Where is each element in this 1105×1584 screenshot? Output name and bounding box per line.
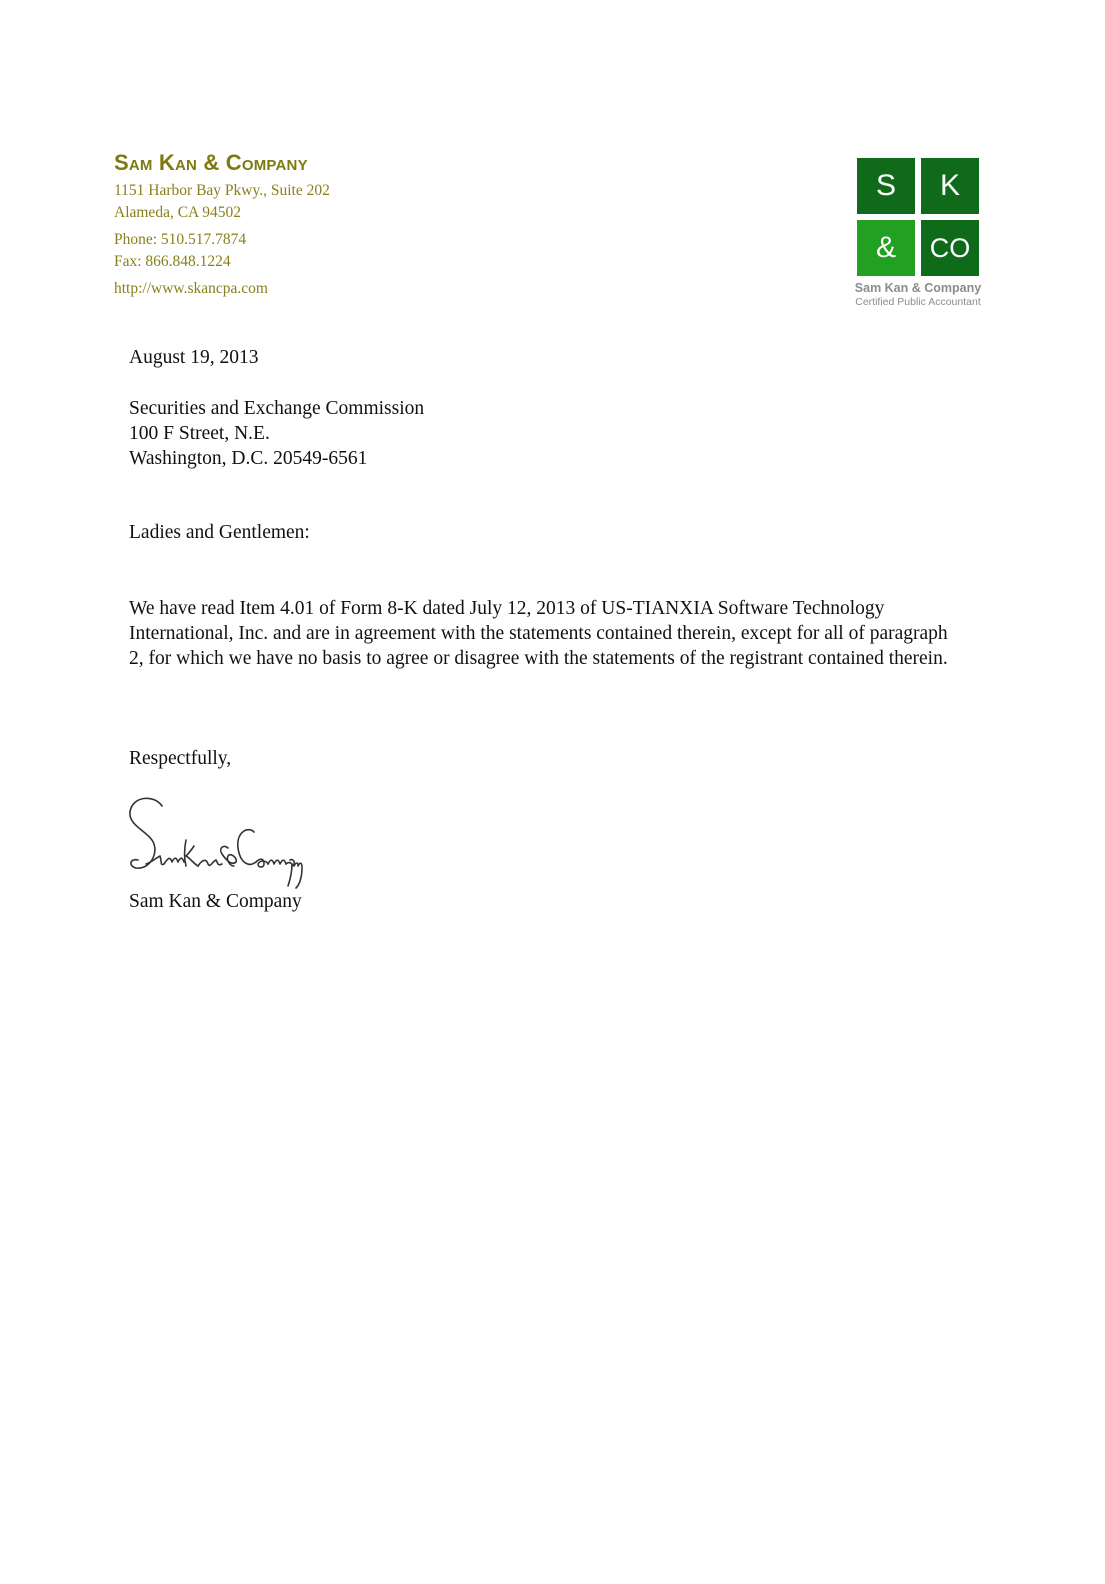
company-logo [848,158,988,309]
recipient-address [129,396,424,471]
logo-cell-s: S [857,158,915,214]
body-line-2: International, Inc. and are in agreement with the statements contained therein, except for all of paragraph [129,623,948,644]
logo-cell-ampersand: & [857,220,915,276]
phone-number: Phone: 510.517.7874 [114,231,247,248]
address-line-1: 1151 Harbor Bay Pkwy., Suite 202 [114,182,330,199]
recipient-line-2: 100 F Street, N.E. [129,423,270,444]
letter-date: August 19, 2013 [129,347,259,368]
address-line-2: Alameda, CA 94502 [114,204,241,221]
recipient-line-3: Washington, D.C. 20549-6561 [129,448,368,469]
logo-company-name: Sam Kan & Company [854,281,982,295]
logo-cell-co: CO [921,220,979,276]
recipient-line-1: Securities and Exchange Commission [129,398,425,419]
body-line-1: We have read Item 4.01 of Form 8-K dated July 12, 2013 of US-TIANXIA Software Technology [129,598,885,619]
fax-number: Fax: 866.848.1224 [114,253,231,270]
website-link[interactable]: http://www.skancpa.com [114,280,268,297]
logo-subtitle: Certified Public Accountant [855,296,981,308]
handwritten-signature [124,792,304,892]
logo-grid [848,158,988,276]
signatory-name: Sam Kan & Company [129,891,302,912]
logo-cell-k: K [921,158,979,214]
company-name: Sam Kan & Company [114,150,308,175]
body-line-3: 2, for which we have no basis to agree or disagree with the statements of the registrant contained therein. [129,648,948,669]
letterhead [114,150,514,300]
body-paragraph [129,596,948,671]
salutation: Ladies and Gentlemen: [129,522,310,543]
closing: Respectfully, [129,748,232,769]
